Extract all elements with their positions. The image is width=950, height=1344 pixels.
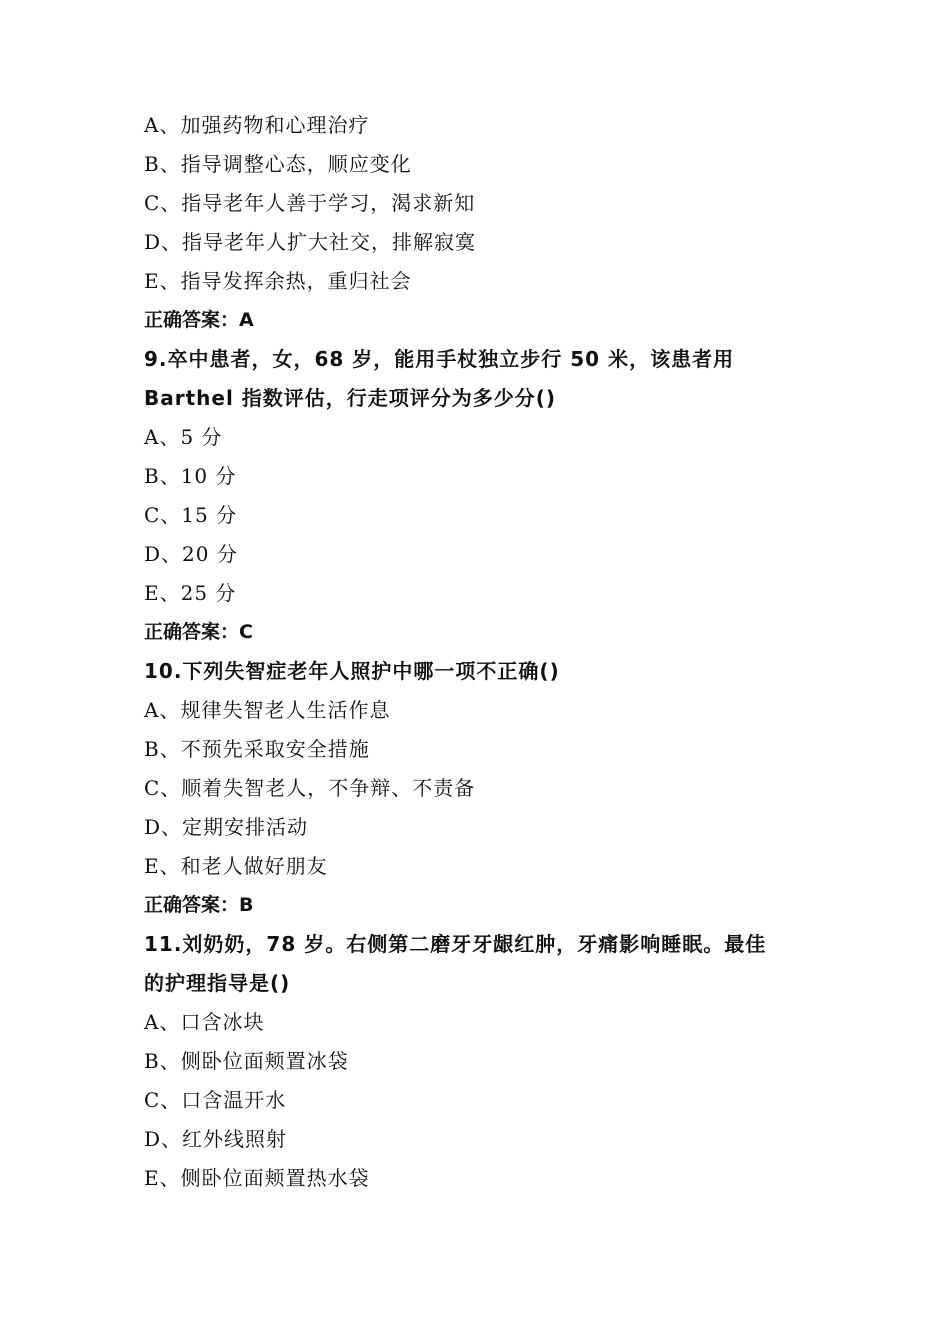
q11-option-c: C、口含温开水 xyxy=(144,1088,287,1112)
q11-option-d: D、红外线照射 xyxy=(144,1127,288,1151)
q10-option-c: C、顺着失智老人，不争辩、不责备 xyxy=(144,776,476,800)
q9-stem-line2: Barthel 指数评估，行走项评分为多少分() xyxy=(144,386,557,410)
q9-option-d: D、20 分 xyxy=(144,542,238,566)
q8-option-d: D、指导老年人扩大社交，排解寂寞 xyxy=(144,230,477,254)
q9-option-b: B、10 分 xyxy=(144,464,237,488)
q10-answer: 正确答案：B xyxy=(144,894,254,916)
q9-answer: 正确答案：C xyxy=(144,621,253,643)
q8-option-b: B、指导调整心态，顺应变化 xyxy=(144,152,412,176)
q9-option-e: E、25 分 xyxy=(144,581,237,605)
q11-option-b: B、侧卧位面颊置冰袋 xyxy=(144,1049,349,1073)
q10-option-e: E、和老人做好朋友 xyxy=(144,854,328,878)
q8-option-c: C、指导老年人善于学习，渴求新知 xyxy=(144,191,476,215)
q11-stem-line1: 11.刘奶奶，78 岁。右侧第二磨牙牙龈红肿，牙痛影响睡眠。最佳 xyxy=(144,932,767,956)
q8-answer: 正确答案：A xyxy=(144,309,254,331)
q11-stem-line2: 的护理指导是() xyxy=(144,971,291,995)
q10-stem-line1: 10.下列失智症老年人照护中哪一项不正确() xyxy=(144,659,560,683)
q11-option-e: E、侧卧位面颊置热水袋 xyxy=(144,1166,370,1190)
q11-option-a: A、口含冰块 xyxy=(144,1010,265,1034)
q8-option-a: A、加强药物和心理治疗 xyxy=(144,113,370,137)
q10-option-b: B、不预先采取安全措施 xyxy=(144,737,370,761)
document-page xyxy=(144,106,814,1198)
q9-stem-line1: 9.卒中患者，女，68 岁，能用手杖独立步行 50 米，该患者用 xyxy=(144,347,735,371)
q10-option-d: D、定期安排活动 xyxy=(144,815,309,839)
q8-option-e: E、指导发挥余热，重归社会 xyxy=(144,269,412,293)
q10-option-a: A、规律失智老人生活作息 xyxy=(144,698,391,722)
q9-option-a: A、5 分 xyxy=(144,425,223,449)
q9-option-c: C、15 分 xyxy=(144,503,238,527)
